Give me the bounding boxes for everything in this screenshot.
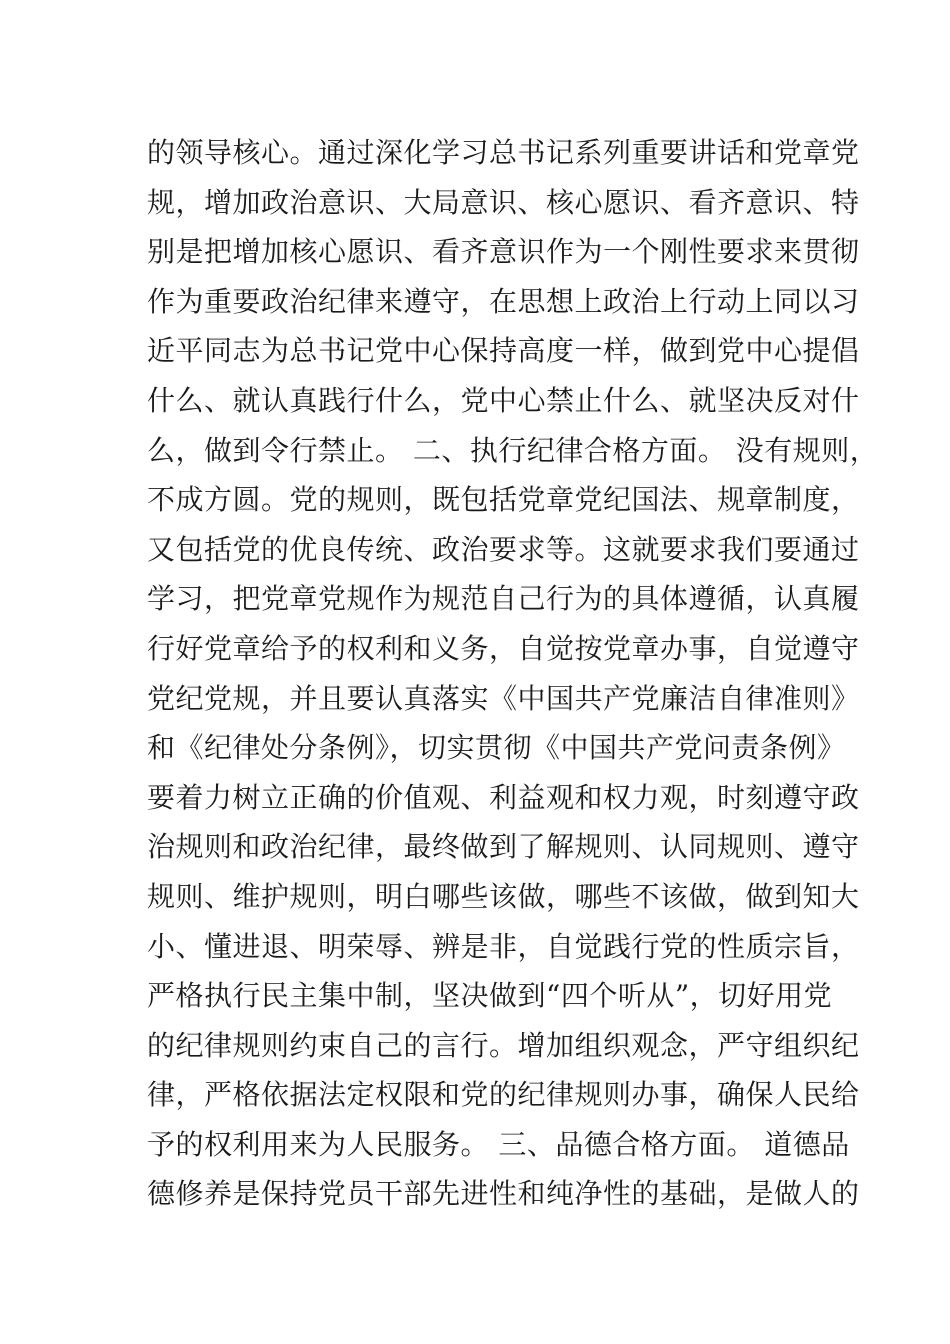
text-line: 予的权利用来为人民服务。 三、品德合格方面。 道德品 xyxy=(147,1127,850,1161)
text-line: 么，做到令行禁止。 二、执行纪律合格方面。 没有规则， xyxy=(147,433,879,467)
text-line: 和《纪律处分条例》，切实贯彻《中国共产党问责条例》 xyxy=(147,731,846,765)
text-line: 作为重要政治纪律来遵守，在思想上政治上行动上同以习 xyxy=(147,284,860,318)
text-line: 德修养是保持党员干部先进性和纯净性的基础，是做人的 xyxy=(147,1177,860,1211)
text-line: 规则、维护规则，明白哪些该做，哪些不该做，做到知大 xyxy=(147,879,860,913)
text-line: 律，严格依据法定权限和党的纪律规则办事，确保人民给 xyxy=(147,1078,860,1112)
text-line: 规，增加政治意识、大局意识、核心愿识、看齐意识、特 xyxy=(147,185,860,219)
text-line: 不成方圆。党的规则，既包括党章党纪国法、规章制度， xyxy=(147,483,860,517)
text-line: 党纪党规，并且要认真落实《中国共产党廉洁自律准则》 xyxy=(147,681,860,715)
text-line: 严格执行民主集中制，坚决做到“四个听从”，切好用党 xyxy=(147,979,833,1013)
text-line: 近平同志为总书记党中心保持高度一样，做到党中心提倡 xyxy=(147,334,860,368)
text-line: 治规则和政治纪律，最终做到了解规则、认同规则、遵守 xyxy=(147,830,860,864)
text-line: 学习，把党章党规作为规范自己行为的具体遵循，认真履 xyxy=(147,582,860,616)
text-line: 什么、就认真践行什么，党中心禁止什么、就坚决反对什 xyxy=(147,383,860,417)
text-line: 又包括党的优良传统、政治要求等。这就要求我们要通过 xyxy=(147,532,860,566)
text-line: 行好党章给予的权利和义务，自觉按党章办事，自觉遵守 xyxy=(147,631,860,665)
text-line: 别是把增加核心愿识、看齐意识作为一个刚性要求来贯彻 xyxy=(147,235,860,269)
text-line: 要着力树立正确的价值观、利益观和权力观，时刻遵守政 xyxy=(147,780,860,814)
body-text xyxy=(147,128,879,1219)
text-line: 的纪律规则约束自己的言行。增加组织观念，严守组织纪 xyxy=(147,1028,860,1062)
text-line: 小、懂进退、明荣辱、辨是非，自觉践行党的性质宗旨， xyxy=(147,929,860,963)
text-line: 的领导核心。通过深化学习总书记系列重要讲话和党章党 xyxy=(147,136,860,169)
